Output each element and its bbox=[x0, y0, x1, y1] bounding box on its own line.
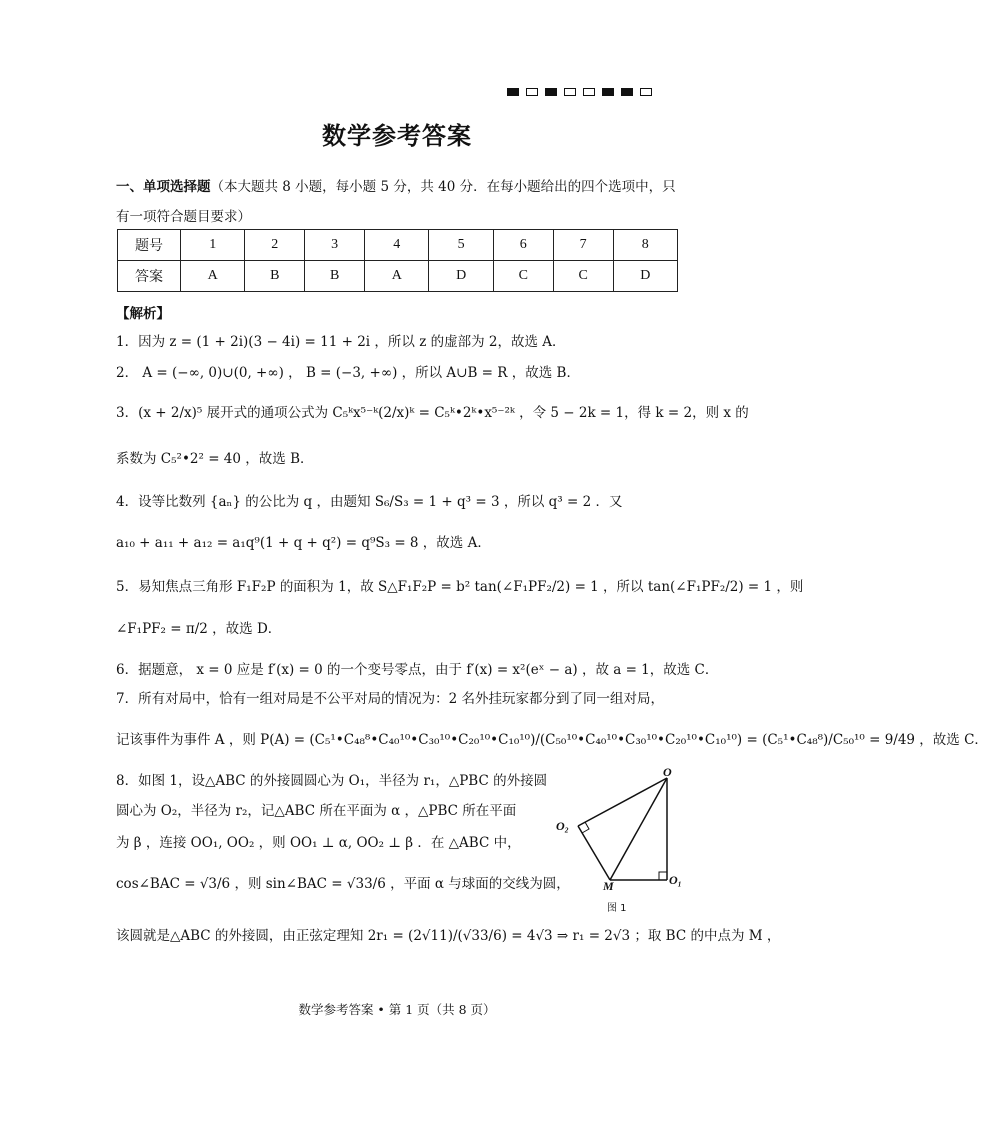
table-cell: 7 bbox=[553, 230, 613, 261]
table-cell: 1 bbox=[181, 230, 245, 261]
row-label: 答案 bbox=[118, 261, 181, 292]
row-label: 题号 bbox=[118, 230, 181, 261]
label-O: O bbox=[663, 765, 672, 779]
table-row bbox=[118, 261, 678, 292]
solution-line-2: 2． A = (−∞, 0)∪(0, +∞) ， B = (−3, +∞) ，所以 A∪B = R ，故选 B． bbox=[116, 365, 580, 381]
header-mark bbox=[507, 88, 519, 96]
header-mark bbox=[583, 88, 595, 96]
table-cell: B bbox=[245, 261, 305, 292]
header-mark bbox=[564, 88, 576, 96]
table-cell: A bbox=[181, 261, 245, 292]
solution-line-8a: 8．如图 1，设△ABC 的外接圆圆心为 O₁，半径为 r₁，△PBC 的外接圆 bbox=[116, 773, 548, 789]
header-mark bbox=[602, 88, 614, 96]
header-mark bbox=[640, 88, 652, 96]
solution-line-7b: 记该事件为事件 A ，则 P(A) = (C₅¹•C₄₈⁸•C₄₀¹⁰•C₃₀¹⁰•C₂₀¹⁰•C₁₀¹⁰)/(C₅₀¹⁰•C₄₀¹⁰•C₃₀¹⁰•C₂₀¹⁰•C₁₀¹⁰) = (C₅¹•C₄₈⁸)/C₅₀¹⁰ = 9/49 ，故选 C． bbox=[116, 732, 988, 748]
label-O1: O₁ bbox=[669, 873, 682, 887]
solution-line-8b: 圆心为 O₂，半径为 r₂，记△ABC 所在平面为 α ，△PBC 所在平面 bbox=[116, 803, 517, 819]
page-title: 数学参考答案 bbox=[322, 122, 472, 150]
figure-caption: 图 1 bbox=[607, 903, 627, 914]
segment-O2M bbox=[578, 826, 610, 880]
page-footer: 数学参考答案 • 第 1 页（共 8 页） bbox=[298, 1002, 496, 1017]
solution-line-4a: 4．设等比数列 {aₙ} 的公比为 q ，由题知 S₆/S₃ = 1 + q³ = 3 ，所以 q³ = 2 ．又 bbox=[116, 494, 623, 510]
header-mark bbox=[621, 88, 633, 96]
table-cell: 3 bbox=[305, 230, 365, 261]
header-mark bbox=[545, 88, 557, 96]
table-cell: 2 bbox=[245, 230, 305, 261]
right-angle-mark bbox=[659, 872, 667, 880]
solution-line-7a: 7．所有对局中，恰有一组对局是不公平对局的情况为：2 名外挂玩家都分到了同一组对局， bbox=[116, 691, 664, 707]
label-M: M bbox=[603, 879, 614, 893]
table-cell: D bbox=[613, 261, 677, 292]
header-marks bbox=[507, 88, 652, 96]
table-row bbox=[118, 230, 678, 261]
solution-line-3a: 3．(x + 2/x)⁵ 展开式的通项公式为 C₅ᵏx⁵⁻ᵏ(2/x)ᵏ = C₅ᵏ•2ᵏ•x⁵⁻²ᵏ ，令 5 − 2k = 1，得 k = 2，则 x 的 bbox=[116, 405, 749, 421]
solution-line-5a: 5．易知焦点三角形 F₁F₂P 的面积为 1，故 S△F₁F₂P = b² tan(∠F₁PF₂/2) = 1 ，所以 tan(∠F₁PF₂/2) = 1 ，则 bbox=[116, 579, 804, 595]
table-cell: 5 bbox=[429, 230, 493, 261]
table-cell: D bbox=[429, 261, 493, 292]
solution-line-8c: 为 β ，连接 OO₁, OO₂ ，则 OO₁ ⊥ α, OO₂ ⊥ β ．在 △ABC 中， bbox=[116, 835, 521, 851]
section-title: 一、单项选择题 bbox=[116, 179, 211, 195]
section-heading bbox=[116, 172, 682, 232]
geometry-figure bbox=[552, 764, 692, 914]
section-description: （本大题共 8 小题，每小题 5 分，共 40 分．在每小题给出的四个选项中，只有一项符合题目要求） bbox=[116, 179, 676, 225]
table-cell: B bbox=[305, 261, 365, 292]
analysis-label: 【解析】 bbox=[116, 306, 170, 322]
table-cell: C bbox=[493, 261, 553, 292]
solution-line-3b: 系数为 C₅²•2² = 40 ，故选 B． bbox=[116, 451, 314, 467]
solution-line-4b: a₁₀ + a₁₁ + a₁₂ = a₁q⁹(1 + q + q²) = q⁹S₃ = 8 ，故选 A． bbox=[116, 535, 491, 551]
table-cell: 6 bbox=[493, 230, 553, 261]
answer-table bbox=[117, 229, 678, 292]
table-cell: 8 bbox=[613, 230, 677, 261]
solution-line-1: 1．因为 z = (1 + 2i)(3 − 4i) = 11 + 2i ，所以 z 的虚部为 2，故选 A． bbox=[116, 334, 566, 350]
header-mark bbox=[526, 88, 538, 96]
table-cell: 4 bbox=[365, 230, 429, 261]
table-cell: C bbox=[553, 261, 613, 292]
solution-line-5b: ∠F₁PF₂ = π/2 ，故选 D． bbox=[116, 621, 282, 637]
label-O2: O₂ bbox=[556, 819, 569, 833]
solution-line-6: 6．据题意， x = 0 应是 f′(x) = 0 的一个变号零点，由于 f′(x) = x²(eˣ − a) ，故 a = 1，故选 C． bbox=[116, 662, 719, 678]
solution-line-8d: cos∠BAC = √3/6 ，则 sin∠BAC = √33/6 ，平面 α 与球面的交线为圆， bbox=[116, 876, 570, 892]
table-cell: A bbox=[365, 261, 429, 292]
solution-line-8e: 该圆就是△ABC 的外接圆，由正弦定理知 2r₁ = (2√11)/(√33/6) = 4√3 ⇒ r₁ = 2√3 ；取 BC 的中点为 M ， bbox=[116, 928, 781, 944]
